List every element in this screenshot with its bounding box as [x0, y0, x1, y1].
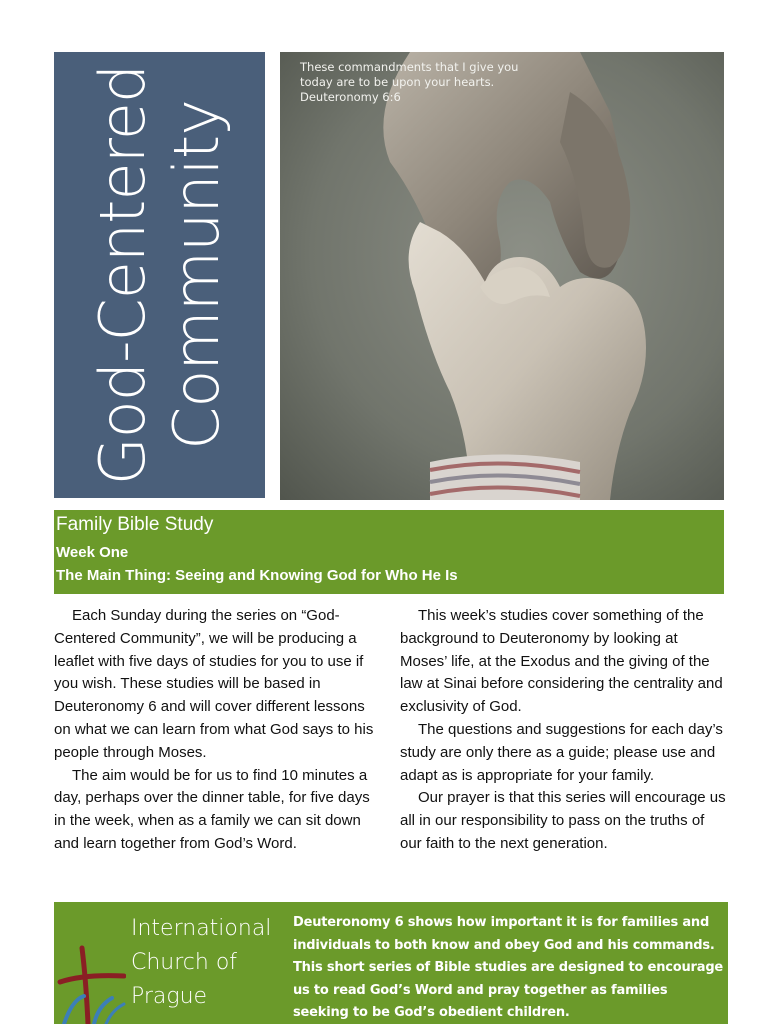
- church-name-line-2: Church of: [131, 950, 238, 975]
- right-paragraph-1: This week’s studies cover something of the background to Deuteronomy by looking at Moses’ life, at the Exodus and the giving of the law at Sinai before considering the centrality and exclusivity of God.: [400, 607, 723, 716]
- left-paragraph-1: Each Sunday during the series on “God-Centered Community”, we will be producing a leaflet with five days of studies for you to use if you wish. These studies will be based in Deuteronomy 6 and will cover different lessons on what we can learn from what God says to his people through Moses.: [54, 607, 374, 761]
- series-title: [86, 55, 234, 495]
- hands-photo: [280, 52, 724, 500]
- title-panel: [54, 52, 265, 498]
- banner-title: Family Bible Study: [56, 514, 214, 535]
- study-banner: [54, 510, 724, 594]
- footer-line-5: seeking to be God’s obedient children.: [293, 1005, 570, 1021]
- photo-quote-line-3: Deuteronomy 6:6: [300, 90, 401, 104]
- left-column: [54, 605, 380, 856]
- series-title-line-2: Community: [159, 100, 233, 450]
- photo-quote-line-1: These commandments that I give you: [300, 60, 519, 74]
- right-paragraph-2: The questions and suggestions for each day’s study are only there as a guide; please use and adapt as is appropriate for your family.: [400, 720, 723, 784]
- footer-line-2: individuals to both know and obey God and his commands.: [293, 937, 715, 953]
- footer-description: [293, 912, 724, 1024]
- church-name-line-1: International: [131, 916, 272, 941]
- right-paragraph-3: Our prayer is that this series will encourage us all in our responsibility to pass on the truths of our faith to the next generation.: [400, 789, 726, 852]
- banner-week: Week One: [56, 544, 129, 561]
- left-paragraph-2: The aim would be for us to find 10 minutes a day, perhaps over the dinner table, for five days in the week, when as a family we can sit down and learn together from God’s Word.: [54, 766, 370, 852]
- footer-line-1: Deuteronomy 6 shows how important it is for families and: [293, 915, 710, 930]
- photo-quote: [300, 60, 560, 105]
- hands-photo-illustration: [280, 52, 724, 500]
- footer-band: [54, 902, 728, 1024]
- photo-quote-line-2: today are to be upon your hearts.: [300, 75, 495, 89]
- series-title-line-1: God-Centered: [85, 64, 159, 486]
- footer-line-4: us to read God’s Word and pray together as families: [293, 982, 668, 998]
- church-name-line-3: Prague: [131, 984, 208, 1009]
- church-name: [131, 912, 271, 1014]
- footer-line-3: This short series of Bible studies are designed to encourage: [293, 960, 724, 976]
- banner-subtitle: The Main Thing: Seeing and Knowing God for Who He Is: [56, 567, 458, 584]
- right-column: [400, 605, 726, 856]
- cross-logo-icon: [54, 940, 126, 1024]
